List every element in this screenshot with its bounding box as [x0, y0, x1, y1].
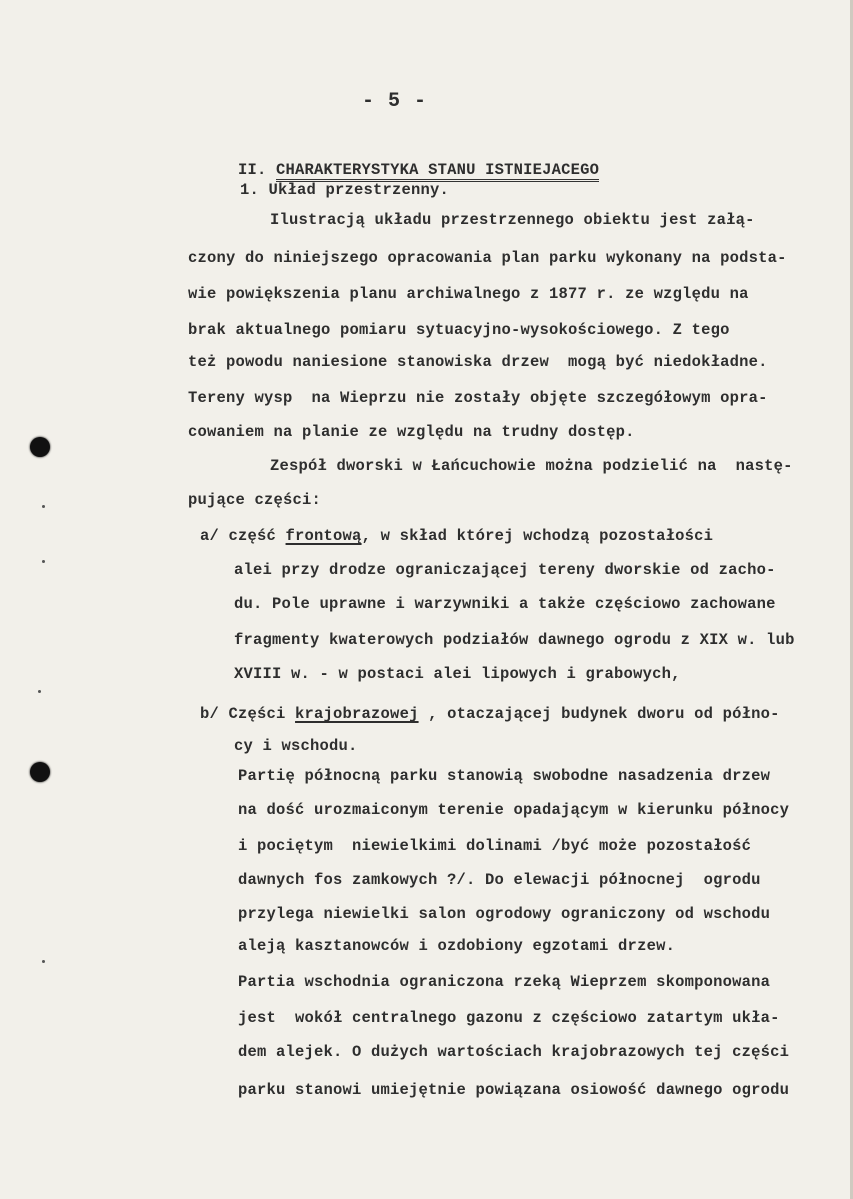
text-line: du. Pole uprawne i warzywniki a także częściowo zachowane — [234, 595, 776, 613]
text-line: czony do niniejszego opracowania plan parku wykonany na podsta- — [188, 249, 787, 267]
text-line: na dość urozmaiconym terenie opadającym w kierunku północy — [238, 801, 790, 819]
paper-speck — [42, 560, 45, 563]
text-line: XVIII w. - w postaci alei lipowych i grabowych, — [234, 665, 681, 683]
text-line: parku stanowi umiejętnie powiązana osiowość dawnego ogrodu — [238, 1081, 790, 1099]
paper-speck — [42, 505, 45, 508]
page-number: - 5 - — [362, 90, 428, 113]
text-line: brak aktualnego pomiaru sytuacyjno-wysokościowego. Z tego — [188, 321, 730, 339]
text-line: dawnych fos zamkowych ?/. Do elewacji północnej ogrodu — [238, 871, 761, 889]
text-line: fragmenty kwaterowych podziałów dawnego ogrodu z XIX w. lub — [234, 631, 795, 649]
paper-speck — [38, 690, 41, 693]
item-term: frontową — [285, 527, 362, 545]
text-line: pujące części: — [188, 491, 322, 509]
text-line: cowaniem na planie ze względu na trudny dostęp. — [188, 423, 635, 441]
text-line: wie powiększenia planu archiwalnego z 1877 r. ze względu na — [188, 285, 749, 303]
heading-title: CHARAKTERYSTYKA STANU ISTNIEJACEGO — [276, 161, 599, 182]
punch-hole-top — [30, 437, 50, 457]
text-line: też powodu naniesione stanowiska drzew mogą być niedokładne. — [188, 353, 768, 371]
punch-hole-bottom — [30, 762, 50, 782]
item-marker: a/ — [200, 527, 220, 545]
text-line: alei przy drodze ograniczającej tereny dworskie od zacho- — [234, 561, 776, 579]
text-line: Tereny wysp na Wieprzu nie zostały objęte szczegółowym opra- — [188, 389, 768, 407]
text-line: aleją kasztanowców i ozdobiony egzotami drzew. — [238, 937, 676, 955]
text-line: dem alejek. O dużych wartościach krajobrazowych tej części — [238, 1043, 790, 1061]
paper-speck — [42, 960, 45, 963]
item-lead: część — [228, 527, 286, 545]
text-line: i pociętym niewielkimi dolinami /być może pozostałość — [238, 837, 752, 855]
text-line: Zespół dworski w Łańcuchowie można podzielić na nastę- — [270, 457, 793, 475]
text-line: Ilustracją układu przestrzennego obiektu jest załą- — [270, 211, 755, 229]
heading-numeral: II. — [238, 161, 267, 179]
text-line: cy i wschodu. — [234, 737, 358, 755]
text-line: jest wokół centralnego gazonu z częściowo zatartym ukła- — [238, 1009, 780, 1027]
item-lead-rest: , w skład której wchodzą pozostałości — [361, 527, 714, 545]
item-term: krajobrazowej — [295, 705, 419, 723]
text-line: Partia wschodnia ograniczona rzeką Wieprzem skomponowana — [238, 973, 771, 991]
subsection-title: 1. Układ przestrzenny. — [240, 181, 450, 199]
item-lead: Części — [228, 705, 296, 723]
item-marker: b/ — [200, 705, 220, 723]
text-line: Partię północną parku stanowią swobodne nasadzenia drzew — [238, 767, 771, 785]
list-item-b-first-line — [200, 704, 780, 724]
item-lead-rest: , otaczającej budynek dworu od półno- — [418, 705, 780, 723]
text-line: przylega niewielki salon ogrodowy ograniczony od wschodu — [238, 905, 771, 923]
list-item-a-first-line — [200, 526, 713, 546]
